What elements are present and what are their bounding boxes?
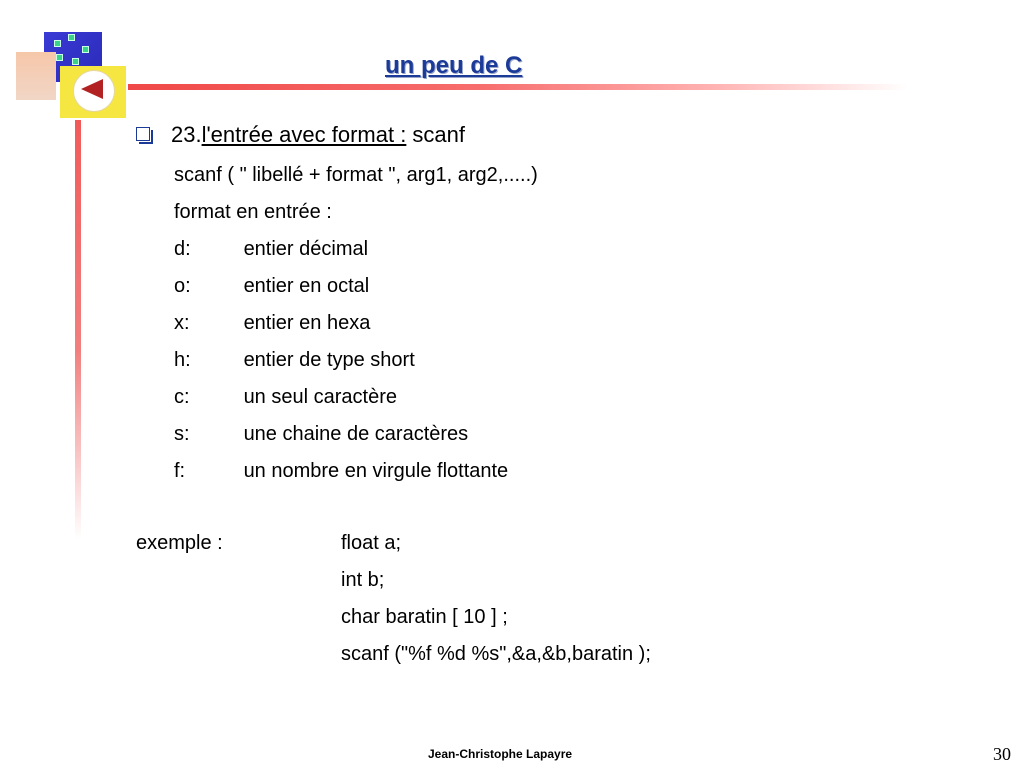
example-line: int b; (341, 569, 385, 591)
bullet-keyword: scanf (412, 122, 465, 147)
header-logo-cluster (0, 0, 140, 130)
back-arrow-icon (81, 79, 103, 99)
format-desc: entier en octal (243, 275, 370, 297)
format-desc: un nombre en virgule flottante (243, 460, 509, 482)
person-icon (16, 52, 56, 100)
slide-title: un peu de C (385, 52, 523, 79)
footer-author: Jean-Christophe Lapayre (428, 747, 573, 761)
format-desc: entier de type short (243, 349, 415, 371)
bullet-heading (136, 122, 465, 148)
format-desc: entier décimal (243, 238, 369, 260)
example-label: exemple : (136, 532, 223, 554)
format-desc: entier en hexa (243, 312, 371, 334)
format-row (174, 275, 369, 298)
bullet-number: 23. (171, 122, 202, 147)
format-key: o: (174, 275, 191, 297)
syntax-line: scanf ( " libellé + format ", arg1, arg2,.....) (174, 164, 538, 186)
logo-circle (73, 70, 115, 112)
example-line: float a; (341, 532, 402, 554)
example-line: scanf ("%f %d %s",&a,&b,baratin ); (341, 643, 651, 665)
format-row (174, 460, 508, 483)
format-key: h: (174, 349, 191, 371)
format-key: f: (174, 460, 186, 482)
page-number: 30 (993, 744, 1011, 764)
format-key: s: (174, 423, 190, 445)
format-key: d: (174, 238, 191, 260)
format-row (174, 238, 368, 261)
left-divider (75, 120, 81, 540)
example-line: char baratin [ 10 ] ; (341, 606, 508, 628)
format-desc: une chaine de caractères (243, 423, 469, 445)
header-divider (128, 84, 908, 90)
format-row (174, 349, 415, 372)
format-intro: format en entrée : (174, 201, 332, 223)
bullet-topic: l'entrée avec format : (201, 122, 407, 147)
format-row (174, 386, 397, 409)
format-desc: un seul caractère (243, 386, 397, 408)
format-row (174, 312, 370, 335)
format-key: c: (174, 386, 190, 408)
format-key: x: (174, 312, 190, 334)
format-row (174, 423, 468, 446)
checkbox-bullet-icon (136, 127, 150, 141)
